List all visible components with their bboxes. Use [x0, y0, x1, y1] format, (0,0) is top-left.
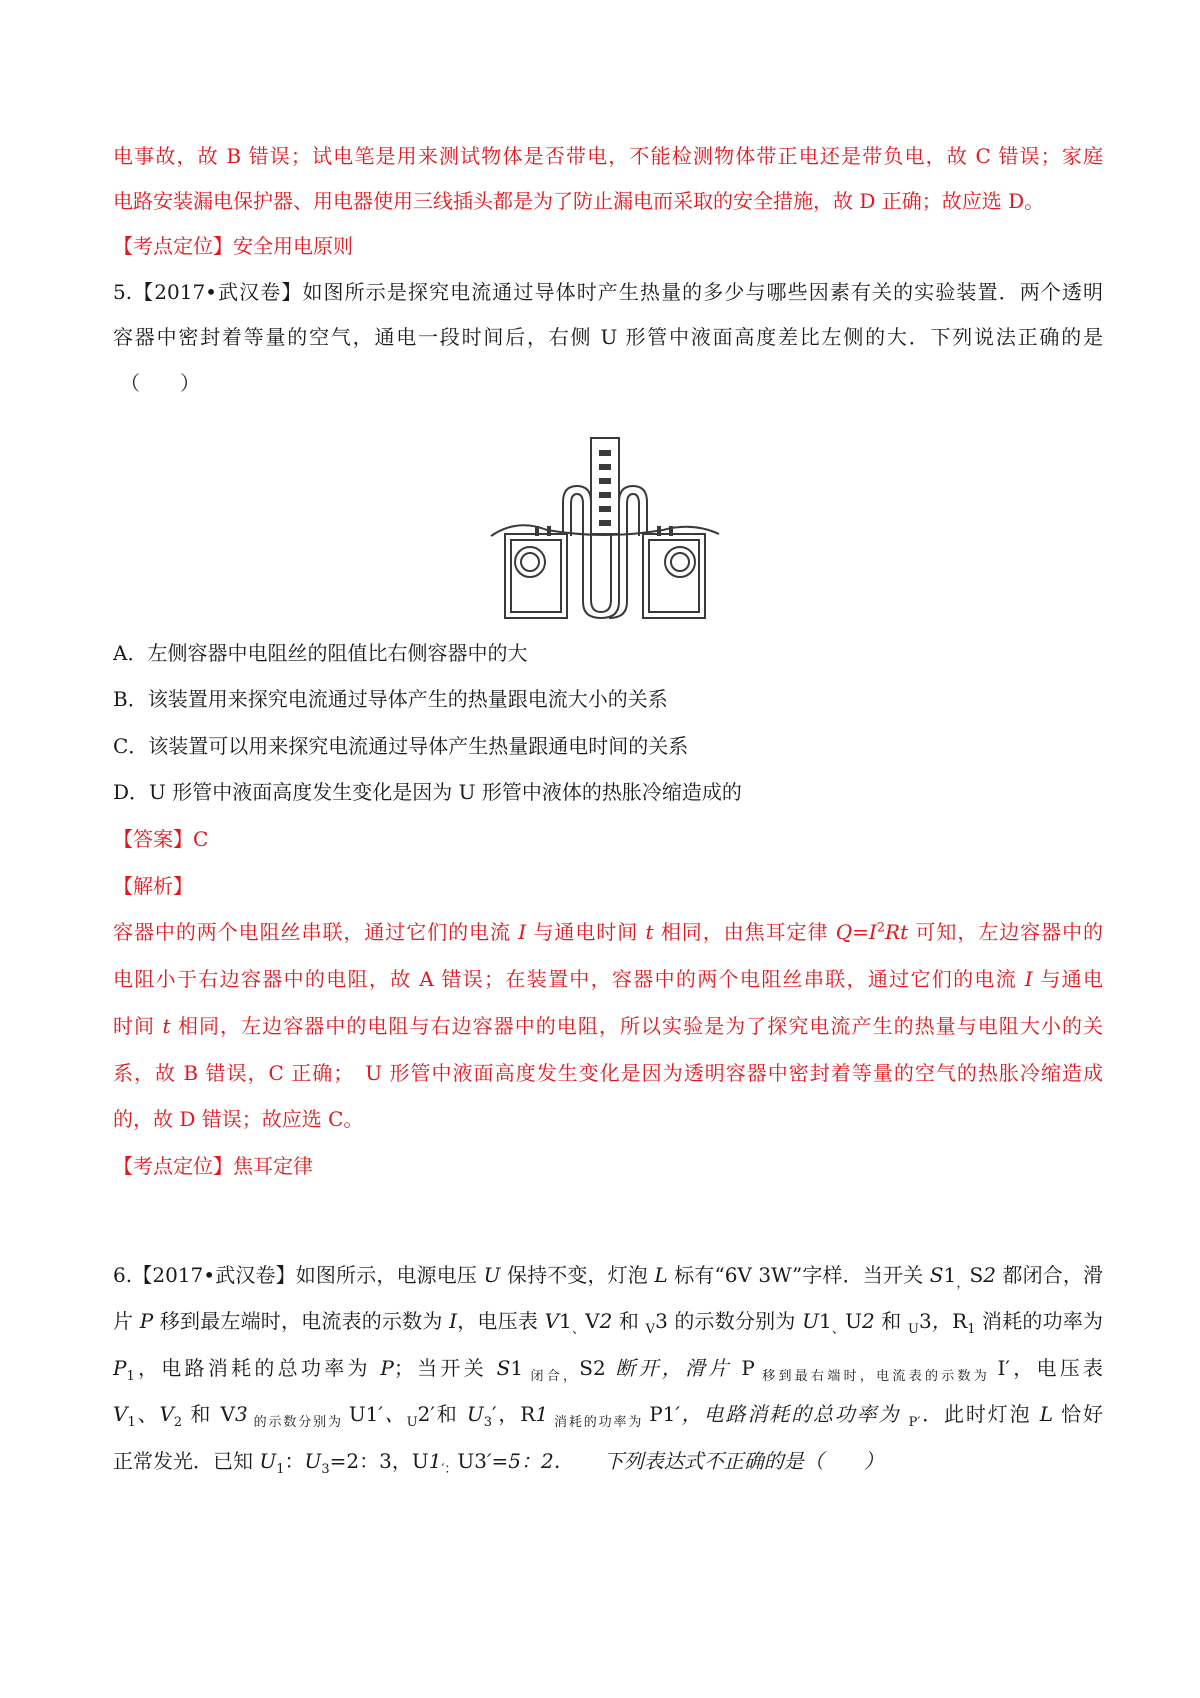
q5-analysis-line-2: 电阻小于右边容器中的电阻，故 A 错误；在装置中，容器中的两个电阻丝串联，通过它们的电流 I 与通电 [113, 967, 1104, 991]
q5-stem-line-2: 容器中密封着等量的空气，通电一段时间后，右侧 U 形管中液面高度差比左侧的大．下列说法正确的是 [113, 325, 1103, 349]
subscript: 3 [483, 1415, 492, 1430]
subscript: U [406, 1415, 418, 1430]
text-run: R [952, 1309, 968, 1333]
math-variable: 断开，滑片 [605, 1356, 742, 1380]
text-run: ，电路消耗的总功率为 [134, 1356, 381, 1380]
subscript: U [908, 1322, 919, 1337]
subscript: 移到最右端时，电流表的示数为 [754, 1369, 998, 1384]
text-run: 1 [365, 1402, 379, 1426]
text-run: 和 [874, 1309, 909, 1333]
text-run: ，电压表 [457, 1309, 545, 1333]
text-run: R [520, 1402, 536, 1426]
prev-key-point: 【考点定位】安全用电原则 [113, 234, 353, 258]
text-run: 、 [135, 1402, 160, 1426]
text-run: U [457, 1449, 475, 1473]
q5-answer-blank: （ ） [120, 371, 200, 395]
math-variable: L [1039, 1402, 1053, 1426]
q6-stem-line-2 [113, 1308, 1104, 1337]
text-run: ；当开关 [393, 1356, 497, 1380]
text-run: 2 [592, 1356, 606, 1380]
math-variable: 2 [599, 1309, 613, 1333]
text-run: ′， [492, 1402, 521, 1426]
math-variable: U [466, 1402, 484, 1426]
text-run: =2：3， [329, 1449, 412, 1473]
subscript: ′： [441, 1462, 458, 1477]
math-variable: L [654, 1263, 668, 1287]
text-run: 6.【2017•武汉卷】如图所示，电源电压 [113, 1263, 484, 1287]
math-variable: P [380, 1356, 394, 1380]
text-run: 3 [918, 1309, 932, 1333]
math-variable: V [159, 1402, 174, 1426]
q5-analysis-label: 【解析】 [113, 874, 193, 898]
math-variable: ′=5：2． 下列表达式不正确的是（ ） [487, 1449, 884, 1473]
text-run: 1 [662, 1402, 676, 1426]
text-run: 移到最左端时，电流表的示数为 [153, 1309, 450, 1333]
text-run: 2 [417, 1402, 431, 1426]
text-run: 3 [655, 1309, 668, 1333]
text-run: V [220, 1402, 235, 1426]
text-run: U [845, 1309, 862, 1333]
subscript: 1 [126, 1369, 135, 1384]
text-run: 保持不变，灯泡 [500, 1263, 655, 1287]
text-run: ′和 [430, 1402, 467, 1426]
prev-answer-line-1: 电事故，故 B 错误；试电笔是用来测试物体是否带电，不能检测物体带正电还是带负电，故 C 错误；家庭 [113, 144, 1103, 168]
joule-heating-apparatus-figure [487, 436, 723, 624]
subscript: 的示数分别为 [247, 1415, 349, 1430]
q5-option-a: A．左侧容器中电阻丝的阻值比右侧容器中的大 [113, 641, 528, 665]
subscript: 3 [321, 1462, 330, 1477]
subscript: 1 [276, 1462, 285, 1477]
text-run: 1 [943, 1263, 957, 1287]
math-variable: S [929, 1263, 944, 1287]
text-run: ，电压表 [1009, 1356, 1104, 1380]
text-run: P [741, 1356, 755, 1380]
subscript: ， [956, 1276, 970, 1291]
text-run: 恰好 [1052, 1402, 1104, 1426]
math-variable: P [113, 1356, 127, 1380]
math-variable: 2 [983, 1263, 996, 1287]
subscript: 、 [831, 1322, 846, 1337]
math-variable: V [544, 1309, 560, 1333]
math-variable: 3 [234, 1402, 248, 1426]
subscript: 消耗的功率为 [548, 1415, 650, 1430]
math-variable: U [259, 1449, 277, 1473]
text-run: P [649, 1402, 663, 1426]
text-run: 和 [612, 1309, 646, 1333]
text-run: U [411, 1449, 429, 1473]
q5-analysis-line-3: 时间 t 相同，左边容器中的电阻与右边容器中的电阻，所以实验是为了探究电流产生的热量与电阻大小的关 [113, 1014, 1103, 1038]
math-variable: U [483, 1263, 501, 1287]
prev-answer-line-2: 电路安装漏电保护器、用电器使用三线插头都是为了防止漏电而采取的安全措施，故 D 正确；故应选 D。 [113, 189, 1045, 213]
subscript: V [645, 1322, 656, 1337]
q6-stem-line-5 [113, 1448, 1103, 1477]
text-run: V [585, 1309, 600, 1333]
math-variable: ， [931, 1309, 953, 1333]
subscript: 闭合， [523, 1369, 580, 1384]
math-variable: S [496, 1356, 511, 1380]
subscript: P′ [908, 1415, 921, 1430]
q5-analysis-line-1: 容器中的两个电阻丝串联，通过它们的电流 I 与通电时间 t 相同，由焦耳定律 $Q=I^2Rt$ 可知，左边容器中的 [113, 920, 1104, 944]
text-run: 的示数分别为 [667, 1309, 803, 1333]
q5-key-point: 【考点定位】焦耳定律 [113, 1154, 313, 1178]
q5-analysis-line-5: 的，故 D 错误；故应选 C。 [113, 1107, 364, 1131]
q5-analysis-line-4: 系，故 B 错误，C 正确； U 形管中液面高度发生变化是因为透明容器中密封着等量的空气的热胀冷缩造成 [113, 1061, 1103, 1085]
text-run: 标有“6V 3W”字样．当开关 [667, 1263, 930, 1287]
subscript: 1 [127, 1415, 136, 1430]
text-run: 消耗的功率为 [975, 1309, 1104, 1333]
subscript: 1 [967, 1322, 976, 1337]
q5-option-b: B．该装置用来探究电流通过导体产生的热量跟电流大小的关系 [113, 687, 668, 711]
q5-stem-line-1: 5.【2017•武汉卷】如图所示是探究电流通过导体时产生热量的多少与哪些因素有关的实验装置．两个透明 [113, 280, 1103, 304]
q6-stem-line-4 [113, 1401, 1104, 1430]
math-variable: 2 [861, 1309, 875, 1333]
math-variable: U [304, 1449, 322, 1473]
subscript: 2 [173, 1415, 183, 1430]
text-run: 1 [510, 1356, 524, 1380]
text-run: S [579, 1356, 593, 1380]
math-variable: I [449, 1309, 458, 1333]
text-run: ： [284, 1449, 305, 1473]
text-run: U [348, 1402, 366, 1426]
text-run: ．此时灯泡 [920, 1402, 1040, 1426]
text-run: 1 [818, 1309, 832, 1333]
math-variable: V [113, 1402, 128, 1426]
q6-stem-line-3 [113, 1355, 1104, 1384]
text-run: 1 [559, 1309, 572, 1333]
text-run: S [969, 1263, 984, 1287]
math-variable: ′、 [378, 1402, 407, 1426]
math-variable: P [139, 1309, 154, 1333]
q5-option-d: D．U 形管中液面高度发生变化是因为 U 形管中液体的热胀冷缩造成的 [113, 780, 742, 804]
math-variable: ′，电路消耗的总功率为 [675, 1402, 909, 1426]
text-run: 正常发光．已知 [113, 1449, 260, 1473]
math-variable: 1 [428, 1449, 442, 1473]
text-run: I′ [997, 1356, 1010, 1380]
text-run: 3 [474, 1449, 487, 1473]
text-run: 片 [113, 1309, 140, 1333]
text-run: 和 [182, 1402, 221, 1426]
subscript: 、 [571, 1322, 586, 1337]
q6-stem-line-1 [113, 1262, 1104, 1291]
math-variable: U [802, 1309, 819, 1333]
q5-answer: 【答案】C [113, 827, 209, 851]
math-variable: 1 [535, 1402, 549, 1426]
text-run: 都闭合，滑 [995, 1263, 1104, 1287]
q5-option-c: C．该装置可以用来探究电流通过导体产生热量跟通电时间的关系 [113, 734, 689, 758]
